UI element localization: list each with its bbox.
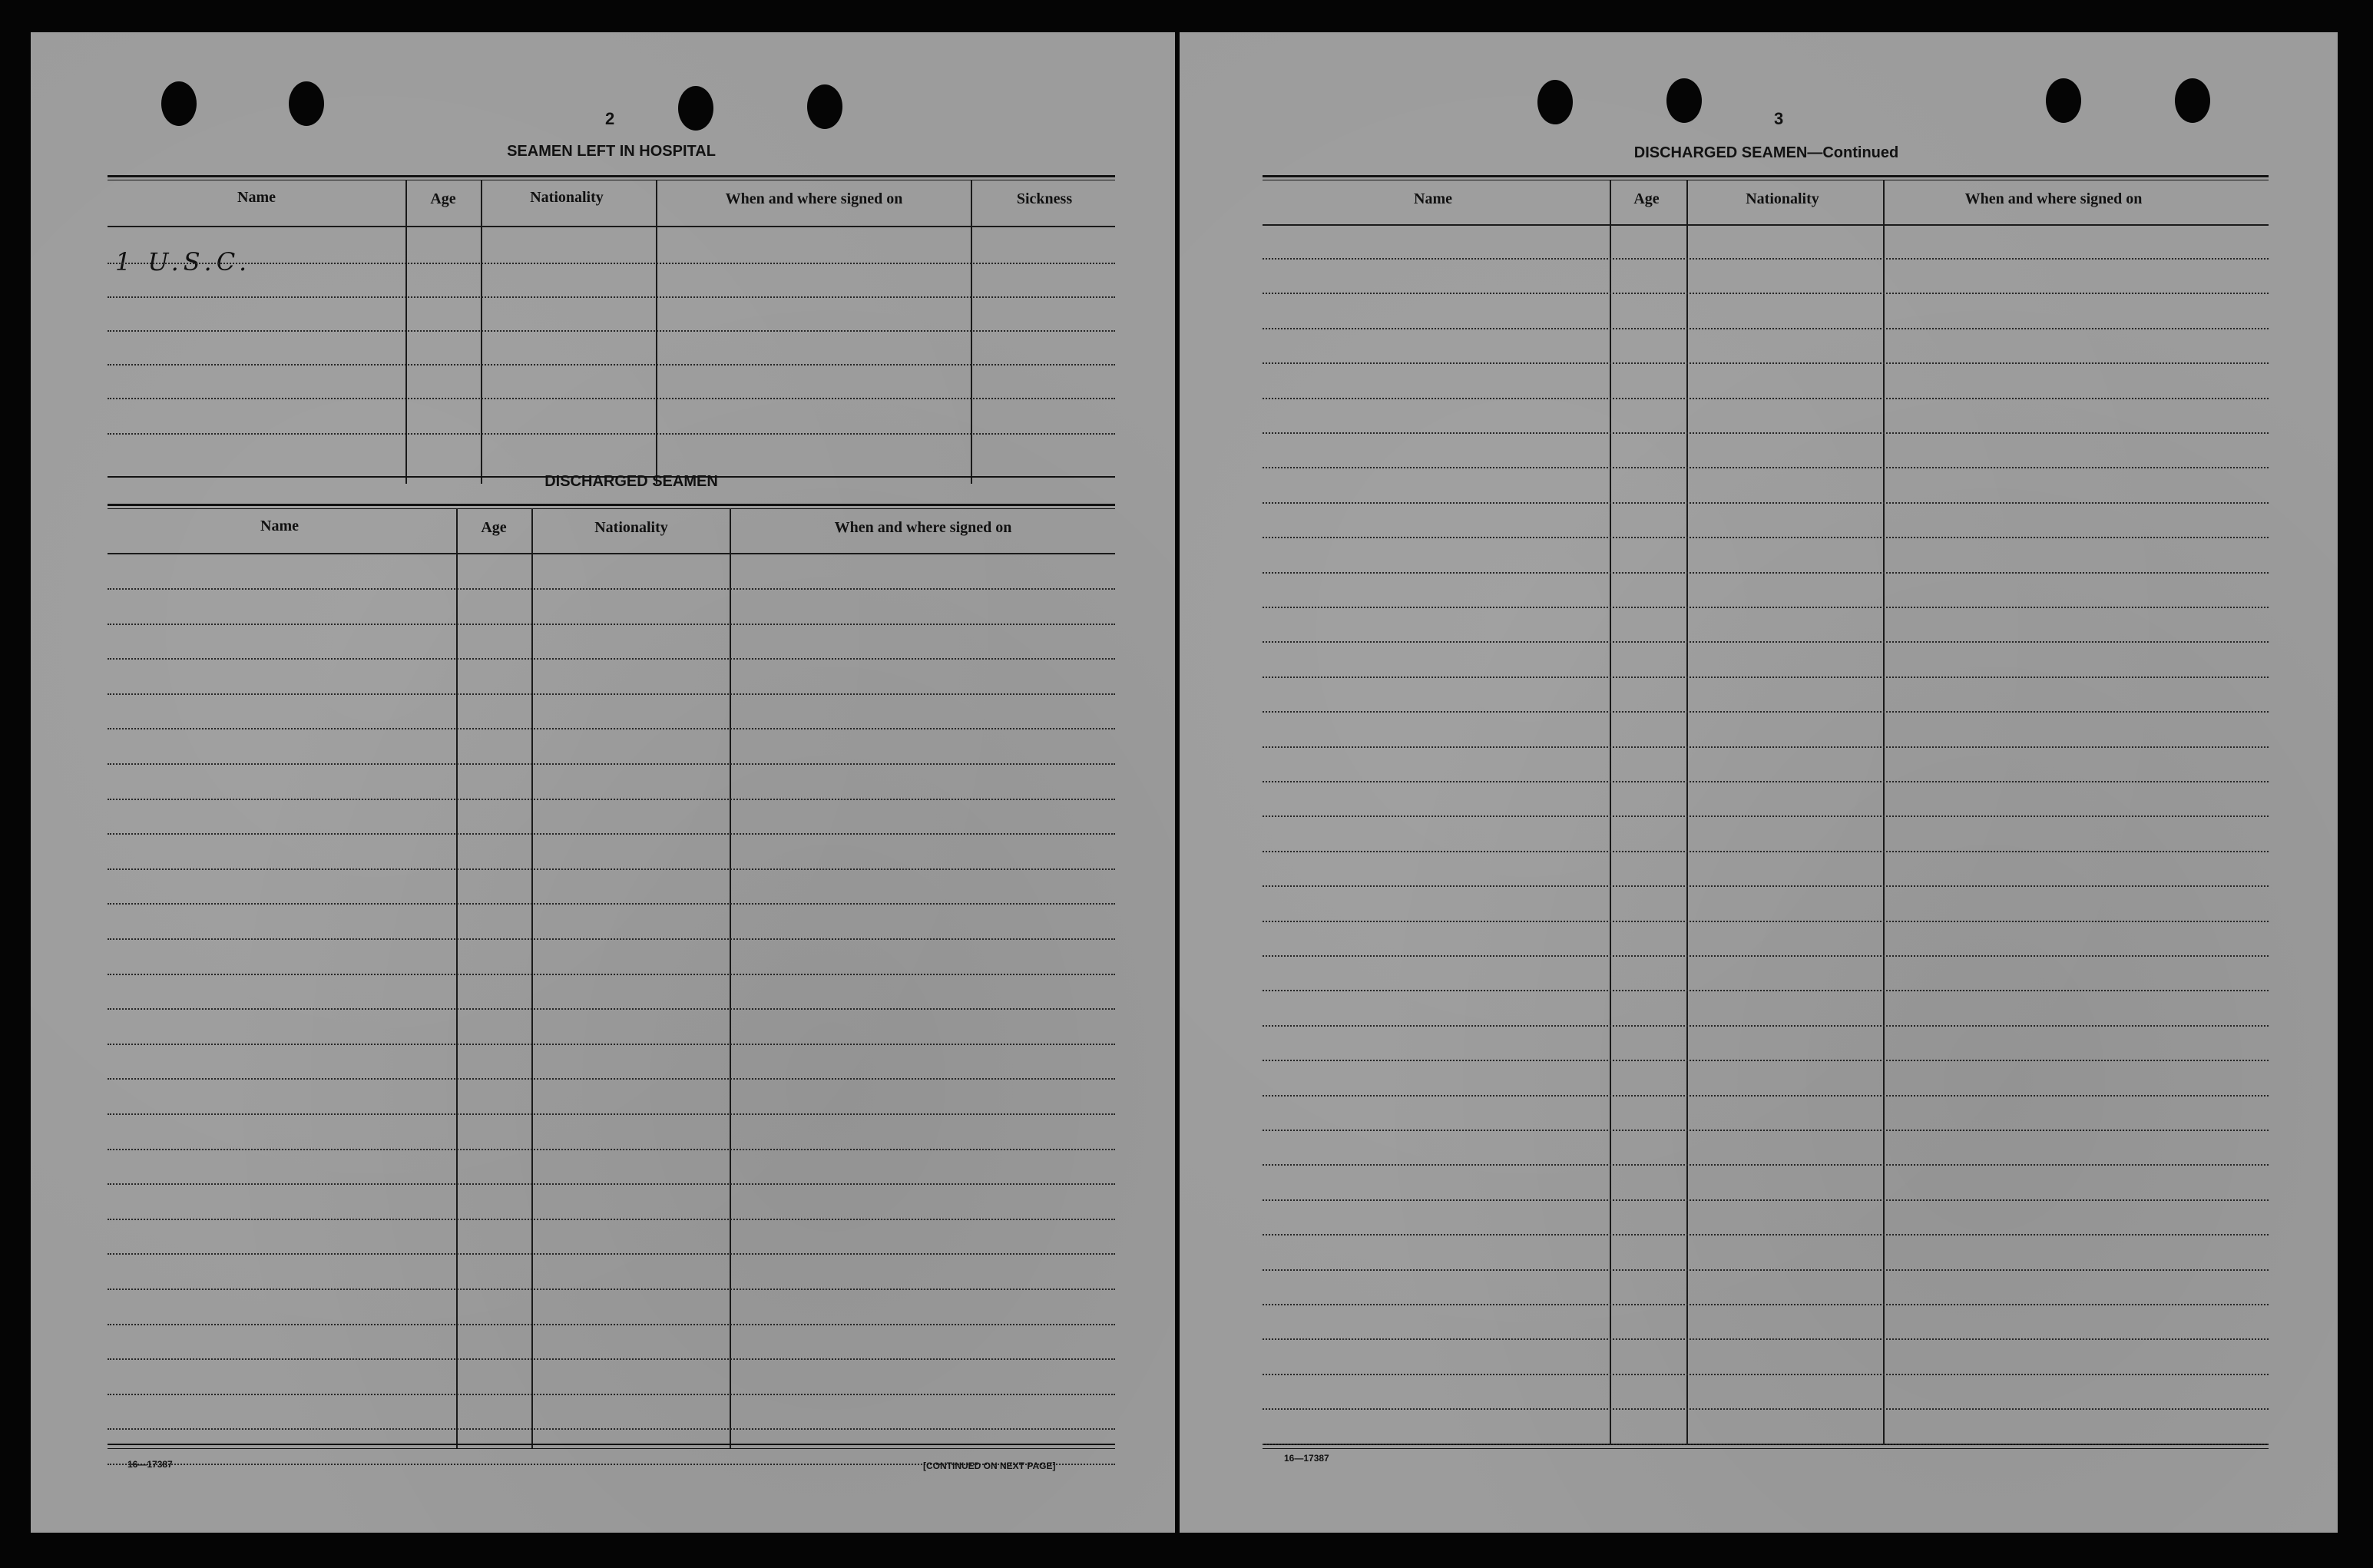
table-row <box>108 296 1115 298</box>
table-row <box>1263 641 2269 643</box>
col-header-signed-on: When and where signed on <box>725 190 903 207</box>
col-header-name: Name <box>1414 190 1452 207</box>
table-row <box>108 1008 1115 1010</box>
table-row <box>108 1149 1115 1150</box>
table-row <box>108 1428 1115 1430</box>
table-top-rule <box>108 175 1115 177</box>
table-row <box>108 938 1115 940</box>
column-divider <box>531 508 533 1448</box>
punch-hole <box>1666 78 1702 123</box>
table-row <box>108 1078 1115 1080</box>
column-divider <box>1610 180 1611 1445</box>
column-divider <box>1883 180 1885 1445</box>
table-row <box>1263 1164 2269 1166</box>
table-row <box>1263 1095 2269 1097</box>
header-rule <box>108 553 1115 554</box>
table-row <box>1263 398 2269 399</box>
col-header-age: Age <box>430 190 456 207</box>
table-row <box>1263 1444 2269 1445</box>
punch-hole <box>2175 78 2210 123</box>
table-row <box>1263 990 2269 991</box>
table-row <box>108 330 1115 332</box>
hospital-table <box>108 175 1115 484</box>
hospital-section-title: SEAMEN LEFT IN HOSPITAL <box>507 143 716 160</box>
table-row <box>108 974 1115 975</box>
table-row <box>108 1324 1115 1325</box>
table-row <box>1263 1025 2269 1027</box>
punch-hole <box>2046 78 2081 123</box>
table-row <box>1263 885 2269 887</box>
table-row <box>1263 1060 2269 1061</box>
table-row <box>108 1358 1115 1360</box>
table-top-rule <box>1263 175 2269 177</box>
table-bottom-rule <box>108 1444 1115 1445</box>
table-row <box>1263 293 2269 294</box>
table-row <box>108 1044 1115 1045</box>
table-row <box>1263 258 2269 260</box>
table-row <box>1263 1304 2269 1305</box>
page-number: 2 <box>605 109 615 128</box>
form-number: 16—17387 <box>127 1459 173 1470</box>
left-page <box>31 32 1175 1533</box>
table-row <box>1263 676 2269 678</box>
table-bottom-rule <box>108 1448 1115 1449</box>
table-row <box>108 903 1115 905</box>
table-row <box>1263 607 2269 608</box>
table-bottom-rule <box>1263 1448 2269 1449</box>
table-row <box>108 588 1115 590</box>
table-row <box>108 433 1115 435</box>
col-header-signed-on: When and where signed on <box>834 519 1012 536</box>
table-row <box>1263 502 2269 504</box>
table-row <box>108 398 1115 399</box>
table-row <box>108 624 1115 625</box>
form-number: 16—17387 <box>1284 1453 1329 1464</box>
table-row <box>1263 1408 2269 1410</box>
table-row <box>1263 1130 2269 1131</box>
table-row <box>1263 955 2269 957</box>
handwritten-name-entry: 1 U.S.C. <box>115 247 252 276</box>
table-row <box>108 658 1115 660</box>
table-row <box>108 1253 1115 1255</box>
column-divider <box>730 508 731 1448</box>
column-divider <box>481 180 482 484</box>
col-header-age: Age <box>1633 190 1660 207</box>
table-row <box>1263 815 2269 817</box>
right-page <box>1180 32 2338 1533</box>
header-rule <box>1263 224 2269 226</box>
table-row <box>108 364 1115 366</box>
column-divider <box>456 508 458 1448</box>
table-row <box>108 1219 1115 1220</box>
col-header-nationality: Nationality <box>1746 190 1819 207</box>
table-row <box>108 693 1115 695</box>
table-row <box>1263 362 2269 364</box>
punch-hole <box>807 84 842 129</box>
punch-hole <box>289 81 324 126</box>
table-row <box>1263 467 2269 468</box>
column-divider <box>656 180 657 484</box>
discharged-continued-title: DISCHARGED SEAMEN—Continued <box>1633 144 1899 161</box>
discharged-continued-table <box>1263 175 2269 1480</box>
punch-hole <box>678 86 713 131</box>
table-row <box>1263 328 2269 329</box>
column-divider <box>1686 180 1688 1445</box>
table-row <box>1263 851 2269 852</box>
table-row <box>108 1288 1115 1290</box>
table-row <box>1263 711 2269 713</box>
continued-note: [CONTINUED ON NEXT PAGE] <box>923 1460 1056 1471</box>
table-row <box>108 1183 1115 1185</box>
table-row <box>1263 1338 2269 1340</box>
table-row <box>1263 1269 2269 1271</box>
table-row <box>1263 921 2269 922</box>
table-row <box>1263 781 2269 782</box>
col-header-signed-on: When and where signed on <box>1964 190 2143 207</box>
column-divider <box>405 180 407 484</box>
table-row <box>108 868 1115 870</box>
col-header-nationality: Nationality <box>594 519 668 536</box>
table-row <box>1263 1199 2269 1201</box>
table-row <box>108 728 1115 729</box>
table-row <box>108 833 1115 835</box>
table-row <box>108 763 1115 765</box>
punch-hole <box>161 81 197 126</box>
table-row <box>108 799 1115 800</box>
table-top-rule <box>108 508 1115 509</box>
discharged-table <box>108 504 1115 1487</box>
table-row <box>1263 432 2269 434</box>
col-header-sickness: Sickness <box>1016 190 1073 207</box>
table-row <box>1263 1374 2269 1375</box>
table-top-rule <box>108 504 1115 506</box>
col-header-name: Name <box>260 518 299 534</box>
table-row <box>108 263 1115 264</box>
table-row <box>108 1394 1115 1395</box>
table-row <box>108 1113 1115 1115</box>
table-row <box>1263 1234 2269 1236</box>
col-header-age: Age <box>481 519 507 536</box>
table-row <box>1263 572 2269 574</box>
col-header-nationality: Nationality <box>530 189 604 206</box>
discharged-section-title: DISCHARGED SEAMEN <box>544 473 718 490</box>
column-divider <box>971 180 972 484</box>
table-row <box>1263 537 2269 538</box>
header-rule <box>108 226 1115 227</box>
punch-hole <box>1537 80 1573 124</box>
col-header-name: Name <box>237 189 276 206</box>
table-row <box>1263 746 2269 748</box>
page-number: 3 <box>1774 109 1784 128</box>
